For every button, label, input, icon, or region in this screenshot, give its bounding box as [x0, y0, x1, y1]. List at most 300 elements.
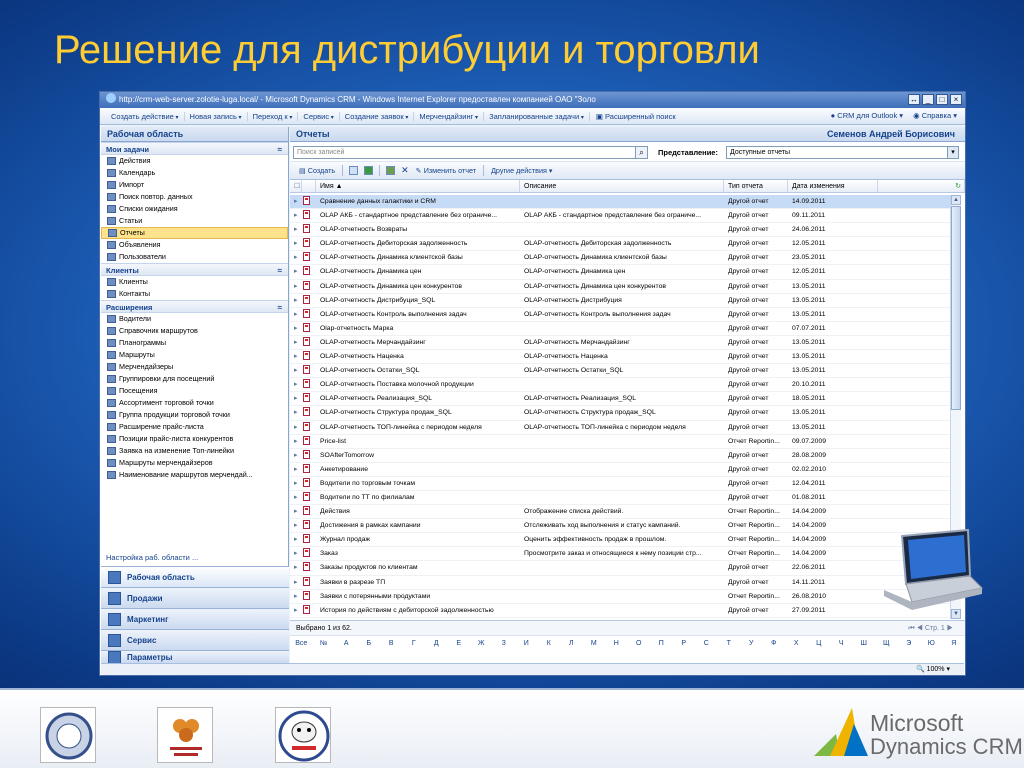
alphabet-letter[interactable]: Э	[906, 640, 912, 647]
report-type-cell: Другой отчет	[728, 353, 769, 361]
advanced-search-button[interactable]: ▣ Расширенный поиск	[595, 111, 676, 121]
sidebar-item[interactable]	[101, 373, 288, 385]
row-expand-arrow[interactable]: ▸	[294, 254, 298, 262]
table-row[interactable]	[290, 209, 950, 223]
table-row[interactable]	[290, 336, 950, 350]
report-description-cell	[520, 590, 724, 603]
item-icon	[107, 435, 116, 443]
report-name-cell[interactable]: Olap-отчетность Марка	[320, 324, 394, 332]
row-expand-arrow[interactable]: ▸	[294, 536, 298, 544]
print-icon[interactable]	[349, 166, 358, 175]
report-icon	[302, 519, 316, 532]
alphabet-letter[interactable]: Я	[951, 640, 957, 647]
minimize-button[interactable]: _	[922, 94, 934, 105]
report-description-cell: Просмотрите заказ и относящиеся к нему позиции стр...	[524, 550, 702, 558]
table-row[interactable]	[290, 308, 950, 322]
nav-sales-button[interactable]	[101, 587, 289, 608]
report-date-cell: 14.04.2009	[792, 550, 827, 558]
report-description-cell	[520, 435, 724, 448]
view-select[interactable]: Доступные отчеты ▾	[726, 146, 959, 159]
refresh-icon[interactable]: ↻	[878, 180, 965, 192]
table-row[interactable]	[290, 491, 950, 505]
report-name-cell[interactable]: OLAP-отчетность Реализация_SQL	[320, 395, 433, 403]
crm-for-outlook-button[interactable]: ● CRM для Outlook ▾	[830, 111, 904, 120]
row-expand-arrow[interactable]: ▸	[294, 198, 298, 205]
table-row[interactable]	[290, 294, 950, 308]
table-row[interactable]	[290, 477, 950, 491]
report-icon	[302, 350, 316, 363]
sidebar-item[interactable]	[101, 155, 288, 167]
alphabet-letter[interactable]: Л	[568, 640, 574, 647]
column-description[interactable]: Описание	[520, 180, 724, 192]
table-row[interactable]	[290, 421, 950, 435]
report-date-cell: 27.09.2011	[792, 606, 826, 614]
report-type-cell: Другой отчет	[728, 240, 769, 248]
report-description-cell: OLAP-отчетность Контроль выполнения задач	[524, 310, 671, 318]
report-name-cell[interactable]: Сравнение данных галактики и CRM	[320, 198, 436, 205]
report-icon	[302, 477, 316, 490]
menu-create-activity[interactable]: Создать действие ▾	[106, 112, 185, 121]
sidebar-item[interactable]	[101, 239, 288, 251]
alphabet-letter[interactable]: К	[546, 640, 551, 647]
report-description-cell: OLAP-отчетность ТОП-линейка с периодом неделя	[524, 423, 686, 431]
sidebar-item[interactable]	[101, 276, 288, 288]
alphabet-letter[interactable]: Ю	[927, 640, 935, 647]
sidebar-item[interactable]	[101, 179, 288, 191]
search-input[interactable]: Поиск записей	[293, 146, 636, 159]
row-expand-arrow[interactable]: ▸	[294, 395, 298, 403]
menu-create-requests[interactable]: Создание заявок ▾	[340, 112, 415, 121]
row-expand-arrow[interactable]: ▸	[294, 310, 298, 318]
table-row[interactable]	[290, 463, 950, 477]
table-row[interactable]	[290, 505, 950, 519]
alphabet-letter[interactable]: Р	[681, 640, 687, 647]
row-expand-arrow[interactable]: ▸	[294, 423, 298, 431]
table-row[interactable]	[290, 364, 950, 378]
table-row[interactable]	[290, 265, 950, 279]
menu-new-record[interactable]: Новая запись ▾	[185, 112, 248, 121]
sidebar-item-label: Позиции прайс-листа конкурентов	[119, 434, 234, 443]
sidebar-item-label: Статьи	[119, 216, 143, 225]
sidebar-item[interactable]	[101, 288, 288, 300]
edit-report-label: Изменить отчет	[423, 166, 477, 175]
report-name-cell[interactable]: OLAP-отчетность Динамика цен	[320, 268, 422, 276]
row-expand-arrow[interactable]: ▸	[294, 240, 298, 248]
alphabet-letter[interactable]: Ж	[478, 640, 485, 647]
alphabet-letter[interactable]: Ц	[816, 640, 822, 647]
table-row[interactable]	[290, 561, 950, 575]
row-expand-arrow[interactable]: ▸	[294, 282, 298, 290]
report-name-cell[interactable]: Водители по ТТ по филиалам	[320, 493, 415, 501]
alphabet-letter[interactable]: П	[658, 640, 664, 647]
report-name-cell[interactable]: Водители по торговым точкам	[320, 479, 416, 487]
group-extensions-header[interactable]	[101, 300, 288, 313]
crm-outlook-label: CRM для Outlook	[837, 111, 898, 120]
nav-marketing-button[interactable]	[101, 608, 289, 629]
sidebar-item-label: Группировки для посещений	[119, 374, 215, 383]
table-row[interactable]	[290, 406, 950, 420]
row-expand-arrow[interactable]: ▸	[294, 409, 298, 417]
report-name-cell[interactable]: OLAP-отчетность Наценка	[320, 353, 404, 361]
icon-column-header	[302, 180, 316, 192]
scroll-thumb[interactable]	[951, 206, 961, 410]
alphabet-letter[interactable]: В	[388, 640, 394, 647]
zoom-control[interactable]: 🔍 100% ▾	[915, 666, 950, 673]
alphabet-letter[interactable]: Щ	[882, 640, 890, 647]
report-name-cell[interactable]: OLAP-отчетность Контроль выполнения задач	[320, 310, 467, 318]
sidebar-item-label: Отчеты	[120, 228, 145, 237]
alphabet-letter[interactable]: Ч	[838, 640, 844, 647]
menu-tools[interactable]: Сервис ▾	[298, 112, 339, 121]
alphabet-letter[interactable]: Е	[456, 640, 462, 647]
report-type-cell: Другой отчет	[728, 381, 769, 389]
report-name-cell[interactable]: SOAfterTomorrow	[320, 451, 375, 459]
report-date-cell: 28.08.2009	[792, 451, 827, 459]
sidebar-item[interactable]	[101, 349, 288, 361]
alphabet-letter[interactable]: Т	[726, 640, 731, 647]
table-row[interactable]	[290, 237, 950, 251]
alphabet-letter[interactable]: Н	[613, 640, 619, 647]
row-expand-arrow[interactable]: ▸	[294, 367, 298, 375]
sidebar-item[interactable]	[101, 251, 288, 263]
report-type-cell: Другой отчет	[728, 226, 769, 234]
report-date-cell: 26.08.2010	[792, 592, 827, 600]
collapse-icon[interactable]: ≈	[277, 303, 282, 312]
report-date-cell: 22.06.2011	[792, 564, 826, 572]
report-date-cell: 12.05.2011	[792, 240, 826, 248]
sidebar-item[interactable]	[101, 203, 288, 215]
row-expand-arrow[interactable]: ▸	[294, 479, 298, 487]
report-icon	[302, 449, 316, 462]
table-row[interactable]	[290, 576, 950, 590]
report-name-cell[interactable]: История по действиям с дебиторской задолженностью	[320, 606, 494, 614]
report-date-cell: 13.05.2011	[792, 296, 826, 304]
create-button[interactable]: ▤ Создать	[299, 166, 336, 175]
marketing-icon	[108, 613, 121, 626]
ie-icon	[106, 93, 116, 103]
table-row[interactable]	[290, 590, 950, 604]
table-row[interactable]	[290, 604, 950, 618]
alphabet-letter[interactable]: З	[501, 640, 506, 647]
alphabet-letter[interactable]: У	[749, 640, 754, 647]
item-icon	[107, 327, 116, 335]
sidebar-item[interactable]	[101, 191, 288, 203]
sidebar-item[interactable]	[101, 457, 288, 469]
report-description-cell: Отображение списка действий.	[524, 508, 624, 516]
report-date-cell: 13.05.2011	[792, 353, 826, 361]
sidebar-item[interactable]	[101, 215, 288, 227]
item-icon	[107, 363, 116, 371]
report-icon	[302, 251, 316, 264]
sidebar-item[interactable]	[101, 469, 288, 481]
select-all-checkbox[interactable]: ☐	[290, 180, 302, 192]
search-icon[interactable]: ⌕	[635, 146, 648, 159]
item-icon	[107, 205, 116, 213]
report-description-cell: OLAP-отчетность Дебиторская задолженность	[524, 240, 672, 248]
export-excel-icon[interactable]	[364, 166, 373, 175]
report-name-cell[interactable]: OLAP АКБ - стандартное представление без ограниче...	[320, 212, 498, 220]
report-icon	[302, 435, 316, 448]
row-expand-arrow[interactable]: ▸	[294, 592, 298, 600]
alphabet-letter[interactable]: О	[636, 640, 642, 647]
alphabet-letter[interactable]: С	[703, 640, 709, 647]
report-icon	[302, 421, 316, 434]
item-icon	[107, 471, 116, 479]
item-icon	[107, 290, 116, 298]
table-row[interactable]	[290, 322, 950, 336]
row-expand-arrow[interactable]: ▸	[294, 324, 298, 332]
sidebar-item[interactable]	[101, 227, 288, 239]
ie-statusbar	[101, 663, 964, 675]
report-type-cell: Другой отчет	[728, 479, 769, 487]
menu-go-to[interactable]: Переход к ▾	[248, 112, 299, 121]
selected-count: Выбрано 1 из 62.	[296, 625, 352, 632]
report-description-cell: OLAP-отчетность Динамика цен конкурентов	[524, 282, 666, 290]
table-row[interactable]	[290, 378, 950, 392]
nav-workplace-label: Рабочая область	[127, 573, 195, 582]
report-icon	[302, 265, 316, 278]
report-type-cell: Другой отчет	[728, 395, 769, 403]
report-name-cell[interactable]: OLAP-отчетность Дебиторская задолженность	[320, 240, 468, 248]
sidebar-item[interactable]	[101, 337, 288, 349]
window-controls	[908, 94, 962, 105]
nav-settings-button[interactable]	[101, 650, 289, 663]
menu-merchandising[interactable]: Мерчендайзинг ▾	[414, 112, 484, 121]
row-expand-arrow[interactable]: ▸	[294, 465, 298, 473]
report-name-cell[interactable]: OLAP-отчетность Остатки_SQL	[320, 367, 420, 375]
service-icon	[108, 634, 121, 647]
sidebar-item[interactable]	[101, 421, 288, 433]
item-icon	[108, 229, 117, 237]
report-date-cell: 02.02.2010	[792, 465, 827, 473]
column-report-type[interactable]: Тип отчета	[724, 180, 788, 192]
more-actions-button[interactable]: Другие действия ▾	[491, 166, 553, 175]
item-icon	[107, 411, 116, 419]
alphabet-letter[interactable]: Б	[366, 640, 372, 647]
row-expand-arrow[interactable]: ▸	[294, 522, 298, 530]
pager[interactable]: ⏮ ◀ Стр. 1 ▶	[908, 625, 953, 632]
table-row[interactable]	[290, 449, 950, 463]
alphabet-letter[interactable]: №	[319, 640, 328, 647]
column-name[interactable]: Имя ▲	[316, 180, 520, 192]
collapse-icon[interactable]: ≈	[277, 266, 282, 275]
maximize-button[interactable]: □	[936, 94, 948, 105]
group-my-work-header[interactable]	[101, 142, 288, 155]
report-description-cell	[520, 604, 724, 617]
report-name-cell[interactable]: Действия	[320, 508, 350, 516]
item-icon	[107, 339, 116, 347]
report-name-cell[interactable]: Заявки с потерянными продуктами	[320, 592, 431, 600]
logo-2	[157, 707, 213, 763]
report-description-cell: OLAP-отчетность Динамика клиентской базы	[524, 254, 667, 262]
alphabet-letter[interactable]: И	[523, 640, 529, 647]
alphabet-letter[interactable]: Все	[295, 640, 308, 647]
report-name-cell[interactable]: OLAP-отчетность Поставка молочной продукции	[320, 381, 474, 389]
table-row[interactable]	[290, 350, 950, 364]
sidebar-item[interactable]	[101, 385, 288, 397]
report-description-cell: OLAP-отчетность Динамика цен	[524, 268, 626, 276]
sidebar-item-label: Маршруты	[119, 350, 155, 359]
report-name-cell[interactable]: OLAP-отчетность Мерчандайзинг	[320, 338, 426, 346]
nav-workplace-button[interactable]	[101, 566, 289, 587]
report-name-cell[interactable]: Журнал продаж	[320, 536, 371, 544]
row-expand-arrow[interactable]: ▸	[294, 296, 298, 304]
report-type-cell: Другой отчет	[728, 606, 769, 614]
report-name-cell[interactable]: OLAP-отчетность Структура продаж_SQL	[320, 409, 452, 417]
report-name-cell[interactable]: OLAP-отчетность Динамика цен конкурентов	[320, 282, 462, 290]
row-expand-arrow[interactable]: ▸	[294, 437, 298, 445]
report-icon	[302, 294, 316, 307]
report-type-cell: Отчет Reportin...	[728, 522, 780, 530]
group-my-work-items	[101, 155, 288, 263]
crm-menubar	[100, 108, 965, 125]
row-expand-arrow[interactable]: ▸	[294, 212, 298, 220]
left-navigation-pane	[101, 127, 289, 663]
report-icon	[302, 195, 316, 208]
row-expand-arrow[interactable]: ▸	[294, 451, 298, 459]
table-row[interactable]	[290, 223, 950, 237]
table-row[interactable]	[290, 195, 950, 209]
workplace-icon	[108, 571, 121, 584]
report-description-cell: Отслеживать ход выполнения и статус кампаний.	[524, 522, 681, 530]
table-row[interactable]	[290, 547, 950, 561]
sidebar-item[interactable]	[101, 445, 288, 457]
table-row[interactable]	[290, 280, 950, 294]
sidebar-item-label: Пользователи	[119, 252, 166, 261]
report-date-cell: 12.04.2011	[792, 479, 826, 487]
restore-icon[interactable]: ↔	[910, 95, 918, 104]
alphabet-letter[interactable]: Д	[433, 640, 439, 647]
scroll-down-icon[interactable]: ▼	[951, 609, 961, 619]
item-icon	[107, 387, 116, 395]
table-row[interactable]	[290, 519, 950, 533]
group-customers-title: Клиенты	[106, 266, 139, 275]
report-icon	[302, 547, 316, 560]
report-description-cell	[520, 449, 724, 462]
report-name-cell[interactable]: Анкетирование	[320, 465, 369, 473]
row-expand-arrow[interactable]: ▸	[294, 353, 298, 361]
report-name-cell[interactable]: OLAP-отчетность Возвраты	[320, 226, 408, 234]
brand-microsoft: Microsoft	[870, 710, 964, 736]
alphabet-letter[interactable]: М	[590, 640, 597, 647]
menubar-right	[831, 111, 957, 120]
item-icon	[107, 241, 116, 249]
group-customers-header[interactable]	[101, 263, 288, 276]
item-icon	[107, 278, 116, 286]
report-name-cell[interactable]: OLAP-отчетность Дистрибуция_SQL	[320, 296, 436, 304]
edit-report-button[interactable]: ✎ Изменить отчет	[415, 166, 477, 175]
alphabet-letter[interactable]: Г	[411, 640, 416, 647]
report-name-cell[interactable]: Заявки в разрезе ТП	[320, 578, 386, 586]
sidebar-item[interactable]	[101, 167, 288, 179]
report-icon	[302, 336, 316, 349]
report-icon	[302, 392, 316, 405]
item-icon	[107, 181, 116, 189]
alphabet-letter[interactable]: Х	[793, 640, 799, 647]
menu-scheduled-tasks[interactable]: Запланированные задачи ▾	[484, 112, 590, 121]
share-icon[interactable]	[386, 166, 395, 175]
report-name-cell[interactable]: OLAP-отчетность Динамика клиентской базы	[320, 254, 463, 262]
collapse-icon[interactable]: ≈	[277, 145, 282, 154]
nav-marketing-label: Маркетинг	[127, 615, 169, 624]
report-description-cell: OLAP-отчетность Структура продаж_SQL	[524, 409, 656, 417]
row-expand-arrow[interactable]: ▸	[294, 268, 298, 276]
report-date-cell: 18.05.2011	[792, 395, 826, 403]
close-button[interactable]: ×	[950, 94, 962, 105]
report-type-cell: Другой отчет	[728, 324, 769, 332]
row-expand-arrow[interactable]: ▸	[294, 550, 298, 558]
sidebar-item-label: Действия	[119, 156, 151, 165]
report-type-cell: Другой отчет	[728, 409, 769, 417]
workplace-settings-link[interactable]: Настройка раб. области ...	[106, 553, 199, 562]
report-date-cell: 14.09.2011	[792, 198, 826, 205]
sidebar-item-label: Ассортимент торговой точки	[119, 398, 214, 407]
row-expand-arrow[interactable]: ▸	[294, 606, 298, 614]
sidebar-item-label: Наименование маршрутов мерчендай...	[119, 470, 253, 479]
report-icon	[302, 561, 316, 574]
sidebar-item[interactable]	[101, 433, 288, 445]
item-icon	[107, 447, 116, 455]
table-row[interactable]	[290, 392, 950, 406]
row-expand-arrow[interactable]: ▸	[294, 578, 298, 586]
sidebar-item[interactable]	[101, 397, 288, 409]
report-date-cell: 13.05.2011	[792, 310, 826, 318]
sidebar-item[interactable]	[101, 409, 288, 421]
sidebar-item-label: Контакты	[119, 289, 151, 298]
table-row[interactable]	[290, 251, 950, 265]
report-name-cell[interactable]: OLAP-отчетность ТОП-линейка с периодом неделя	[320, 423, 482, 431]
row-expand-arrow[interactable]: ▸	[294, 226, 298, 234]
alphabet-letter[interactable]: А	[343, 640, 349, 647]
delete-icon[interactable]: ✕	[401, 165, 409, 175]
sidebar-item[interactable]	[101, 361, 288, 373]
row-expand-arrow[interactable]: ▸	[294, 381, 298, 389]
create-label: Создать	[307, 166, 336, 175]
alphabet-letter[interactable]: Ф	[771, 640, 777, 647]
sidebar-item[interactable]	[101, 325, 288, 337]
table-row[interactable]	[290, 533, 950, 547]
report-date-cell: 24.06.2011	[792, 226, 826, 234]
sidebar-item-label: Группа продукции торговой точки	[119, 410, 230, 419]
report-name-cell[interactable]: Price-list	[320, 437, 347, 445]
item-icon	[107, 315, 116, 323]
report-description-cell	[520, 463, 724, 476]
row-expand-arrow[interactable]: ▸	[294, 493, 298, 501]
alphabet-letter[interactable]: Ш	[860, 640, 867, 647]
report-name-cell[interactable]: Достижения в рамках кампании	[320, 522, 421, 530]
report-description-cell	[520, 195, 724, 208]
report-type-cell: Другой отчет	[728, 254, 769, 262]
row-expand-arrow[interactable]: ▸	[294, 564, 298, 572]
sidebar-item[interactable]	[101, 313, 288, 325]
report-date-cell: 01.08.2011	[792, 493, 826, 501]
report-type-cell: Другой отчет	[728, 282, 769, 290]
help-menu[interactable]: ◉ Справка ▾	[913, 111, 957, 120]
report-icon	[302, 322, 316, 335]
report-description-cell	[520, 477, 724, 490]
scroll-up-icon[interactable]: ▲	[951, 195, 961, 205]
window-title: http://crm-web-server.zolotie-luga.local/ - Microsoft Dynamics CRM - Windows Internet Explorer предоставлен компанией ОАО "Золо	[119, 95, 596, 104]
table-row[interactable]	[290, 435, 950, 449]
report-name-cell[interactable]: Заказы продуктов по клиентам	[320, 564, 418, 572]
row-expand-arrow[interactable]: ▸	[294, 338, 298, 346]
row-expand-arrow[interactable]: ▸	[294, 508, 298, 516]
report-name-cell[interactable]: Заказ	[320, 550, 338, 558]
report-description-cell	[520, 491, 724, 504]
nav-service-button[interactable]	[101, 629, 289, 650]
laptop-illustration	[882, 528, 984, 614]
column-modified-date[interactable]: Дата изменения	[788, 180, 878, 192]
